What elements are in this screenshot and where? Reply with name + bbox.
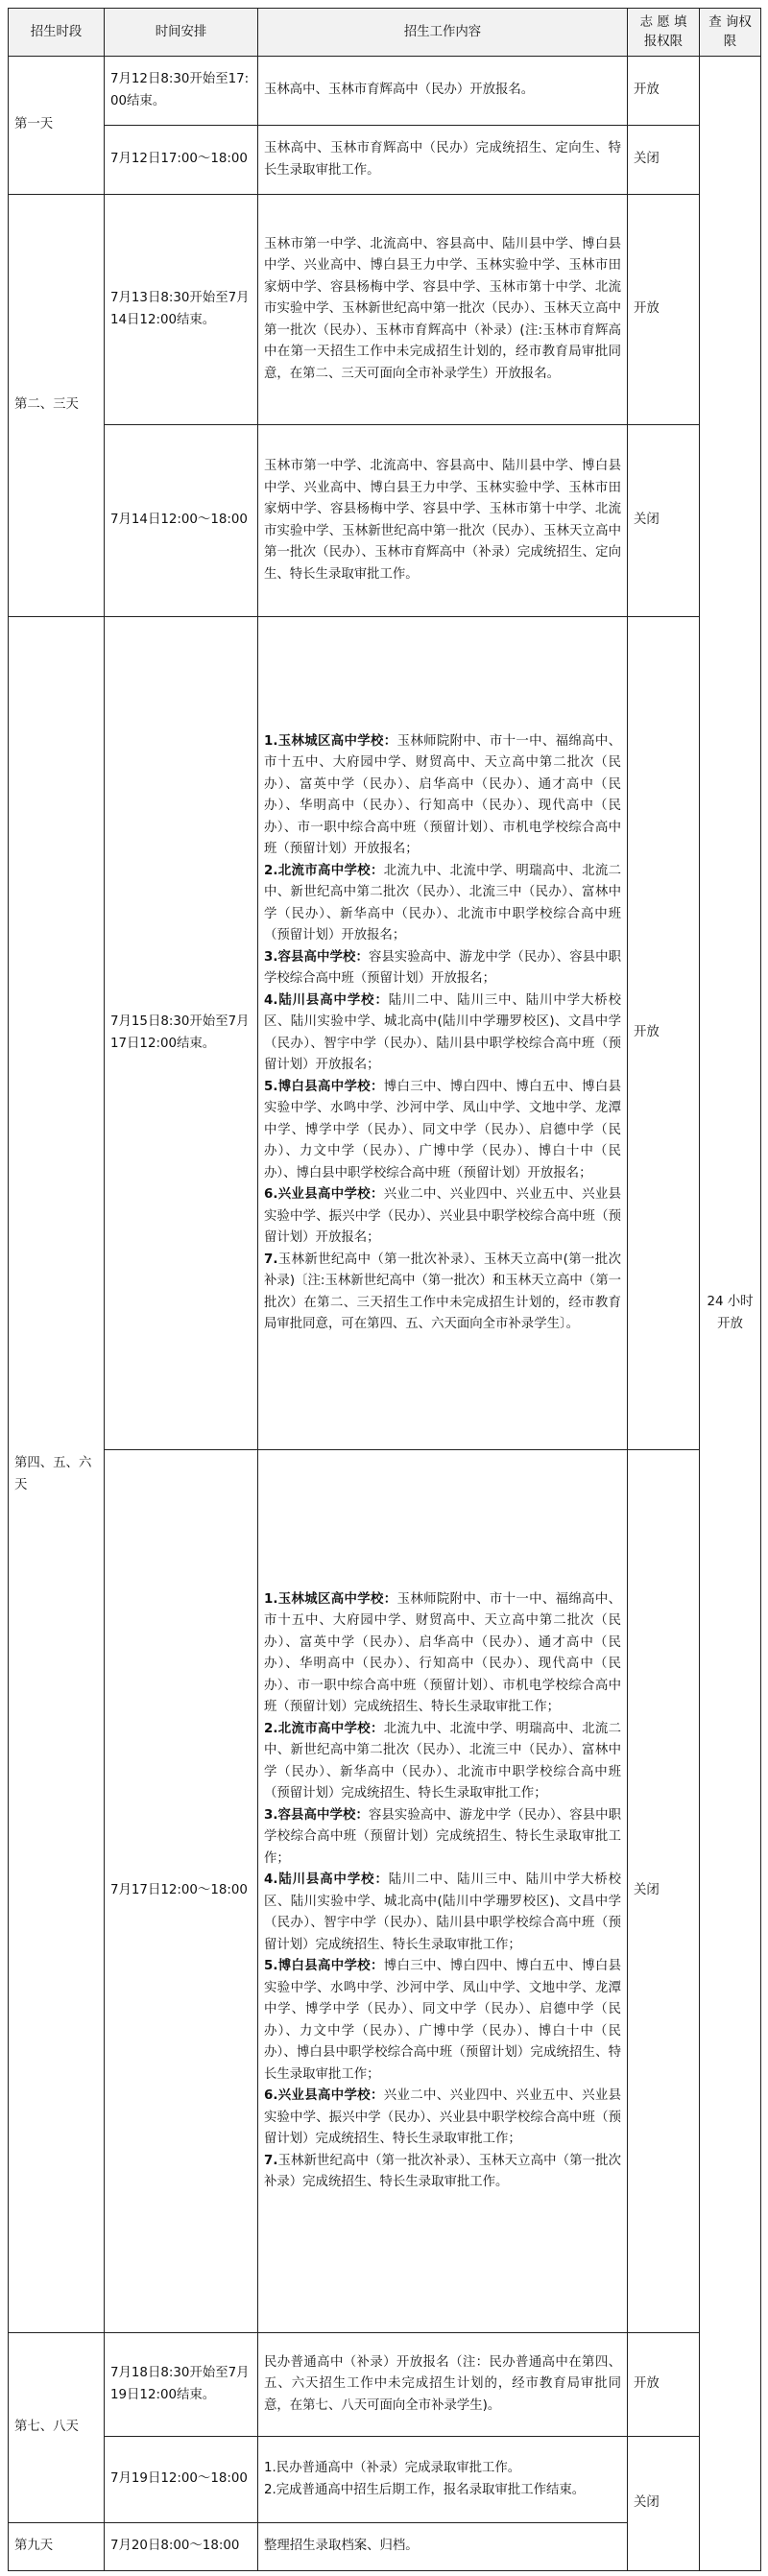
- content-line: 1.民办普通高中（补录）完成录取审批工作。: [264, 2461, 521, 2475]
- query-permission-cell: 24 小时开放: [700, 57, 761, 2571]
- period-day1: 第一天: [9, 57, 105, 195]
- content-cell: 整理招生录取档案、归档。: [258, 2523, 628, 2571]
- period-day9: 第九天: [9, 2523, 105, 2571]
- permission-cell: 关闭: [628, 1450, 700, 2333]
- time-cell: 7月15日8:30开始至7月17日12:00结束。: [105, 617, 258, 1450]
- content-cell: 玉林市第一中学、北流高中、容县高中、陆川县中学、博白县中学、兴业高中、博白县王力中学、玉林实验中学、玉林市田家炳中学、容县杨梅中学、容县中学、玉林市第十中学、北流市实验中学、玉林新世纪高中第一批次（民办）、玉林天立高中第一批次（民办）、玉林市育辉高中（补录）(注:玉林市育辉高中在第一天招生工作中未完成招生计划的，经市教育局审批同意，在第二、三天可面向全市补录学生）开放报名。: [258, 195, 628, 425]
- permission-cell: 开放: [628, 617, 700, 1450]
- school-group: 2.北流市高中学校：北流九中、北流中学、明瑞高中、北流二中、新世纪高中第二批次（民办）、北流三中（民办）、富林中学（民办）、新华高中（民办）、北流市中职学校综合高中班（预留计划）完成统招生、特长生录取审批工作；: [264, 1721, 621, 1801]
- time-cell: 7月13日8:30开始至7月14日12:00结束。: [105, 195, 258, 425]
- permission-cell: 关闭: [628, 2437, 700, 2571]
- header-query-permission: 查 询权限: [700, 9, 761, 57]
- time-cell: 7月20日8:00～18:00: [105, 2523, 258, 2571]
- content-cell: 民办普通高中（补录）开放报名（注：民办普通高中在第四、五、六天招生工作中未完成招生计划的，经市教育局审批同意，在第七、八天可面向全市补录学生)。: [258, 2333, 628, 2437]
- time-cell: 7月12日17:00～18:00: [105, 126, 258, 195]
- school-group: 1.玉林城区高中学校：玉林师院附中、市十一中、福绵高中、市十五中、大府园中学、财贸高中、天立高中第二批次（民办）、富英中学（民办）、启华高中（民办）、通才高中（民办）、华明高中（民办）、行知高中（民办）、现代高中（民办）、市一职中综合高中班（预留计划）、市机电学校综合高中班（预留计划）完成统招生、特长生录取审批工作；: [264, 1591, 622, 1714]
- school-group: 5.博白县高中学校：博白三中、博白四中、博白五中、博白县实验中学、水鸣中学、沙河中学、凤山中学、文地中学、龙潭中学、博学中学（民办）、同文中学（民办）、启德中学（民办）、力文中学（民办）、广博中学（民办）、博白十中（民办）、博白县中职学校综合高中班（预留计划）完成统招生、特长生录取审批工作；: [264, 1959, 621, 2082]
- header-period: 招生时段: [9, 9, 105, 57]
- school-group: 7.玉林新世纪高中（第一批次补录）、玉林天立高中(第一批次补录)〔注:玉林新世纪高中（第一批次）和玉林天立高中（第一批次）在第二、三天招生工作中未完成招生计划的，经市教育局审批同意，可在第四、五、六天面向全市补录学生〕。: [264, 1252, 621, 1331]
- header-time: 时间安排: [105, 9, 258, 57]
- time-cell: 7月17日12:00～18:00: [105, 1450, 258, 2333]
- table-row: [9, 1450, 761, 2333]
- time-cell: 7月18日8:30开始至7月19日12:00结束。: [105, 2333, 258, 2437]
- table-row: [9, 425, 761, 617]
- header-content: 招生工作内容: [258, 9, 628, 57]
- permission-cell: 关闭: [628, 425, 700, 617]
- content-line: 2.完成普通高中招生后期工作，报名录取审批工作结束。: [264, 2482, 586, 2497]
- period-day78: 第七、八天: [9, 2333, 105, 2523]
- school-group: 2.北流市高中学校：北流九中、北流中学、明瑞高中、北流二中、新世纪高中第二批次（民办）、北流三中（民办）、富林中学（民办）、新华高中（民办）、北流市中职学校综合高中班（预留计划）开放报名；: [264, 863, 621, 942]
- permission-cell: 关闭: [628, 126, 700, 195]
- school-group: 7.玉林新世纪高中（第一批次补录）、玉林天立高中（第一批次补录）完成统招生、特长生录取审批工作。: [264, 2153, 621, 2189]
- permission-cell: 开放: [628, 195, 700, 425]
- table-row: [9, 617, 761, 1450]
- content-cell: 玉林高中、玉林市育辉高中（民办）开放报名。: [258, 57, 628, 126]
- school-group: 3.容县高中学校：容县实验高中、游龙中学（民办）、容县中职学校综合高中班（预留计划）完成统招生、特长生录取审批工作；: [264, 1807, 621, 1866]
- table-row: [9, 195, 761, 425]
- content-cell: 玉林高中、玉林市育辉高中（民办）完成统招生、定向生、特长生录取审批工作。: [258, 126, 628, 195]
- table-row: [9, 126, 761, 195]
- school-group: 1.玉林城区高中学校：玉林师院附中、市十一中、福绵高中、市十五中、大府园中学、财贸高中、天立高中第二批次（民办）、富英中学（民办）、启华高中（民办）、通才高中（民办）、华明高中（民办）、行知高中（民办）、现代高中（民办）、市一职中综合高中班（预留计划）、市机电学校综合高中班（预留计划）开放报名；: [264, 733, 622, 856]
- school-group: 4.陆川县高中学校：陆川二中、陆川三中、陆川中学大桥校区、陆川实验中学、城北高中(陆川中学珊罗校区)、文昌中学（民办）、智宇中学（民办）、陆川县中职学校综合高中班（预留计划）完成统招生、特长生录取审批工作；: [264, 1872, 621, 1952]
- permission-cell: 开放: [628, 57, 700, 126]
- school-group: 5.博白县高中学校：博白三中、博白四中、博白五中、博白县实验中学、水鸣中学、沙河中学、凤山中学、文地中学、龙潭中学、博学中学（民办）、同文中学（民办）、启德中学（民办）、力文中学（民办）、广博中学（民办）、博白十中（民办）、博白县中职学校综合高中班（预留计划）开放报名；: [264, 1079, 621, 1181]
- period-day456: 第四、五、六天: [9, 617, 105, 2333]
- content-cell: [258, 2437, 628, 2523]
- time-cell: 7月19日12:00～18:00: [105, 2437, 258, 2523]
- content-cell: 玉林市第一中学、北流高中、容县高中、陆川县中学、博白县中学、兴业高中、博白县王力中学、玉林实验中学、玉林市田家炳中学、容县杨梅中学、容县中学、玉林市第十中学、北流市实验中学、玉林新世纪高中第一批次（民办）、玉林天立高中第一批次（民办）、玉林市育辉高中（补录）完成统招生、定向生、特长生录取审批工作。: [258, 425, 628, 617]
- period-day23: 第二、三天: [9, 195, 105, 617]
- enrollment-schedule-table: [8, 8, 761, 2571]
- content-cell: [258, 617, 628, 1450]
- school-group: 6.兴业县高中学校：兴业二中、兴业四中、兴业五中、兴业县实验中学、振兴中学（民办）、兴业县中职学校综合高中班（预留计划）开放报名；: [264, 1187, 621, 1245]
- table-row: [9, 2333, 761, 2437]
- header-fill-permission: 志 愿 填报权限: [628, 9, 700, 57]
- time-cell: 7月12日8:30开始至17:00结束。: [105, 57, 258, 126]
- permission-cell: 开放: [628, 2333, 700, 2437]
- school-group: 6.兴业县高中学校：兴业二中、兴业四中、兴业五中、兴业县实验中学、振兴中学（民办）、兴业县中职学校综合高中班（预留计划）完成统招生、特长生录取审批工作；: [264, 2088, 621, 2146]
- content-cell: [258, 1450, 628, 2333]
- school-group: 4.陆川县高中学校：陆川二中、陆川三中、陆川中学大桥校区、陆川实验中学、城北高中(陆川中学珊罗校区)、文昌中学（民办）、智宇中学（民办）、陆川县中职学校综合高中班（预留计划）开放报名；: [264, 992, 621, 1072]
- time-cell: 7月14日12:00～18:00: [105, 425, 258, 617]
- school-group: 3.容县高中学校：容县实验高中、游龙中学（民办）、容县中职学校综合高中班（预留计划）开放报名；: [264, 949, 621, 986]
- table-row: [9, 2437, 761, 2523]
- table-row: [9, 57, 761, 126]
